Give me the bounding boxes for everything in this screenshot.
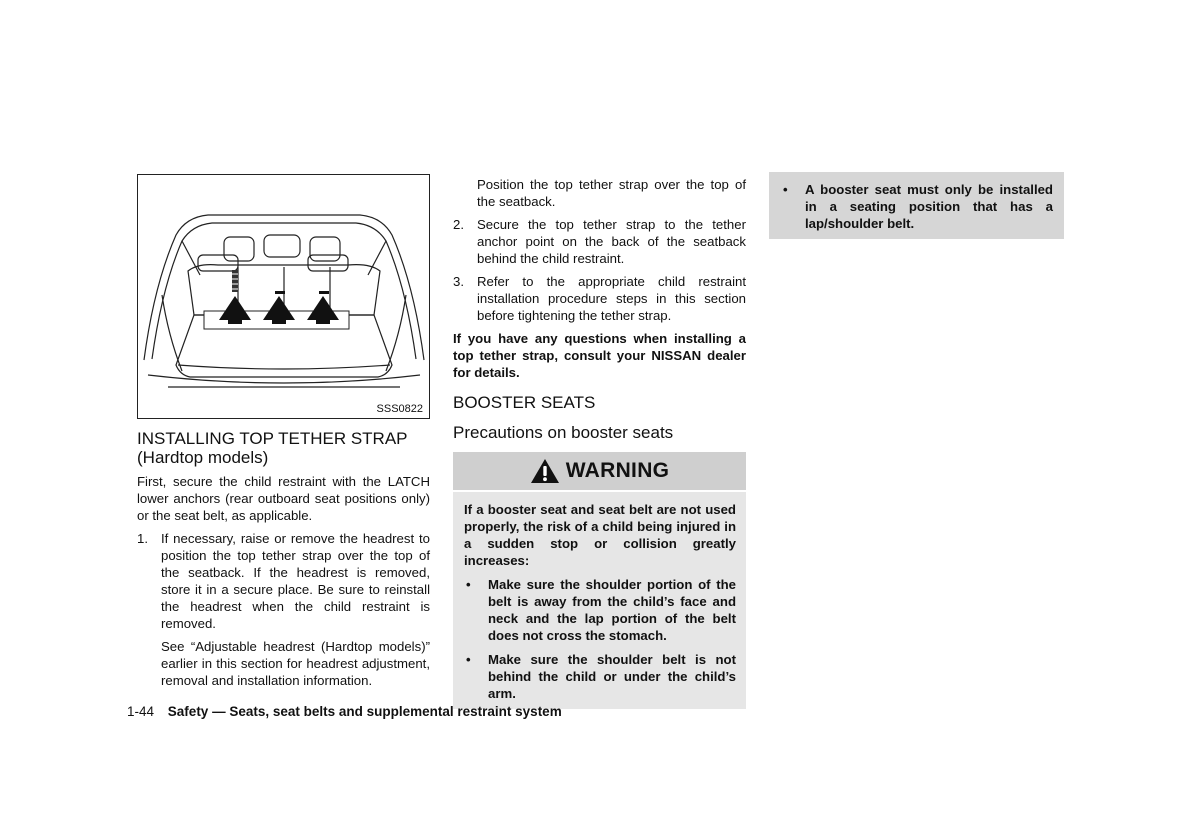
heading-text: INSTALLING TOP TETHER STRAP [137, 429, 408, 448]
warning-bullet [464, 651, 736, 702]
cargo-area-illustration [137, 174, 430, 419]
page-footer [127, 704, 562, 719]
step-3 [453, 273, 746, 324]
intro-paragraph: First, secure the child restraint with the LATCH lower anchors (rear outboard seat positions only) or the seat belt, as applicable. [137, 474, 430, 523]
dealer-note: If you have any questions when installing a top tether strap, consult your NISSAN dealer for details. [453, 331, 746, 380]
heading-subtext: (Hardtop models) [137, 448, 269, 467]
note-bullet [781, 181, 1053, 232]
tether-anchor-diagram [138, 175, 429, 418]
right-column [769, 172, 1064, 239]
bullet-text: A booster seat must only be installed in a seating position that has a lap/shoulder belt. [805, 182, 1053, 231]
booster-seats-heading: BOOSTER SEATS [453, 393, 596, 412]
bullet-text: Make sure the shoulder portion of the belt is away from the child’s face and neck and the lap portion of the belt does not cross the stomach. [488, 577, 736, 643]
step-number: 2. [453, 217, 464, 232]
booster-note-box [769, 172, 1064, 239]
warning-title: WARNING [565, 459, 670, 482]
warning-intro: If a booster seat and seat belt are not used properly, the risk of a child being injured in a sudden stop or collision greatly increases: [464, 502, 736, 568]
step-1-continued: Position the top tether strap over the top of the seatback. [477, 177, 746, 209]
step-number: 1. [137, 531, 148, 546]
step-1 [137, 530, 430, 632]
warning-bullet [464, 576, 736, 644]
bullet-dot: • [466, 652, 471, 667]
middle-column [453, 176, 746, 709]
warning-body [453, 492, 746, 709]
bullet-dot: • [783, 182, 788, 197]
precautions-subheading: Precautions on booster seats [453, 423, 674, 442]
step-text: If necessary, raise or remove the headrest to position the top tether strap over the top of the seatback. If the headrest is removed, store it in a secure place. Be sure to reinstall the headrest when the child restraint is removed. [161, 531, 430, 631]
footer-title: Safety — Seats, seat belts and supplemental restraint system [167, 704, 562, 719]
left-column [137, 174, 430, 689]
step-number: 3. [453, 274, 464, 289]
bullet-text: Make sure the shoulder belt is not behind the child or under the child’s arm. [488, 652, 736, 701]
warning-header [453, 452, 746, 490]
section-heading [137, 429, 430, 467]
step-2 [453, 216, 746, 267]
bullet-dot: • [466, 577, 471, 592]
page-number: 1-44 [127, 704, 155, 719]
step-text: Secure the top tether strap to the tether anchor point on the back of the seatback behind the child restraint. [477, 217, 746, 266]
warning-triangle-icon [530, 458, 560, 484]
figure-code: SSS0822 [376, 403, 423, 415]
step-text: Refer to the appropriate child restraint installation procedure steps in this section before tightening the tether strap. [477, 274, 746, 323]
see-reference: See “Adjustable headrest (Hardtop models)” earlier in this section for headrest adjustment, removal and installation information. [161, 639, 430, 688]
